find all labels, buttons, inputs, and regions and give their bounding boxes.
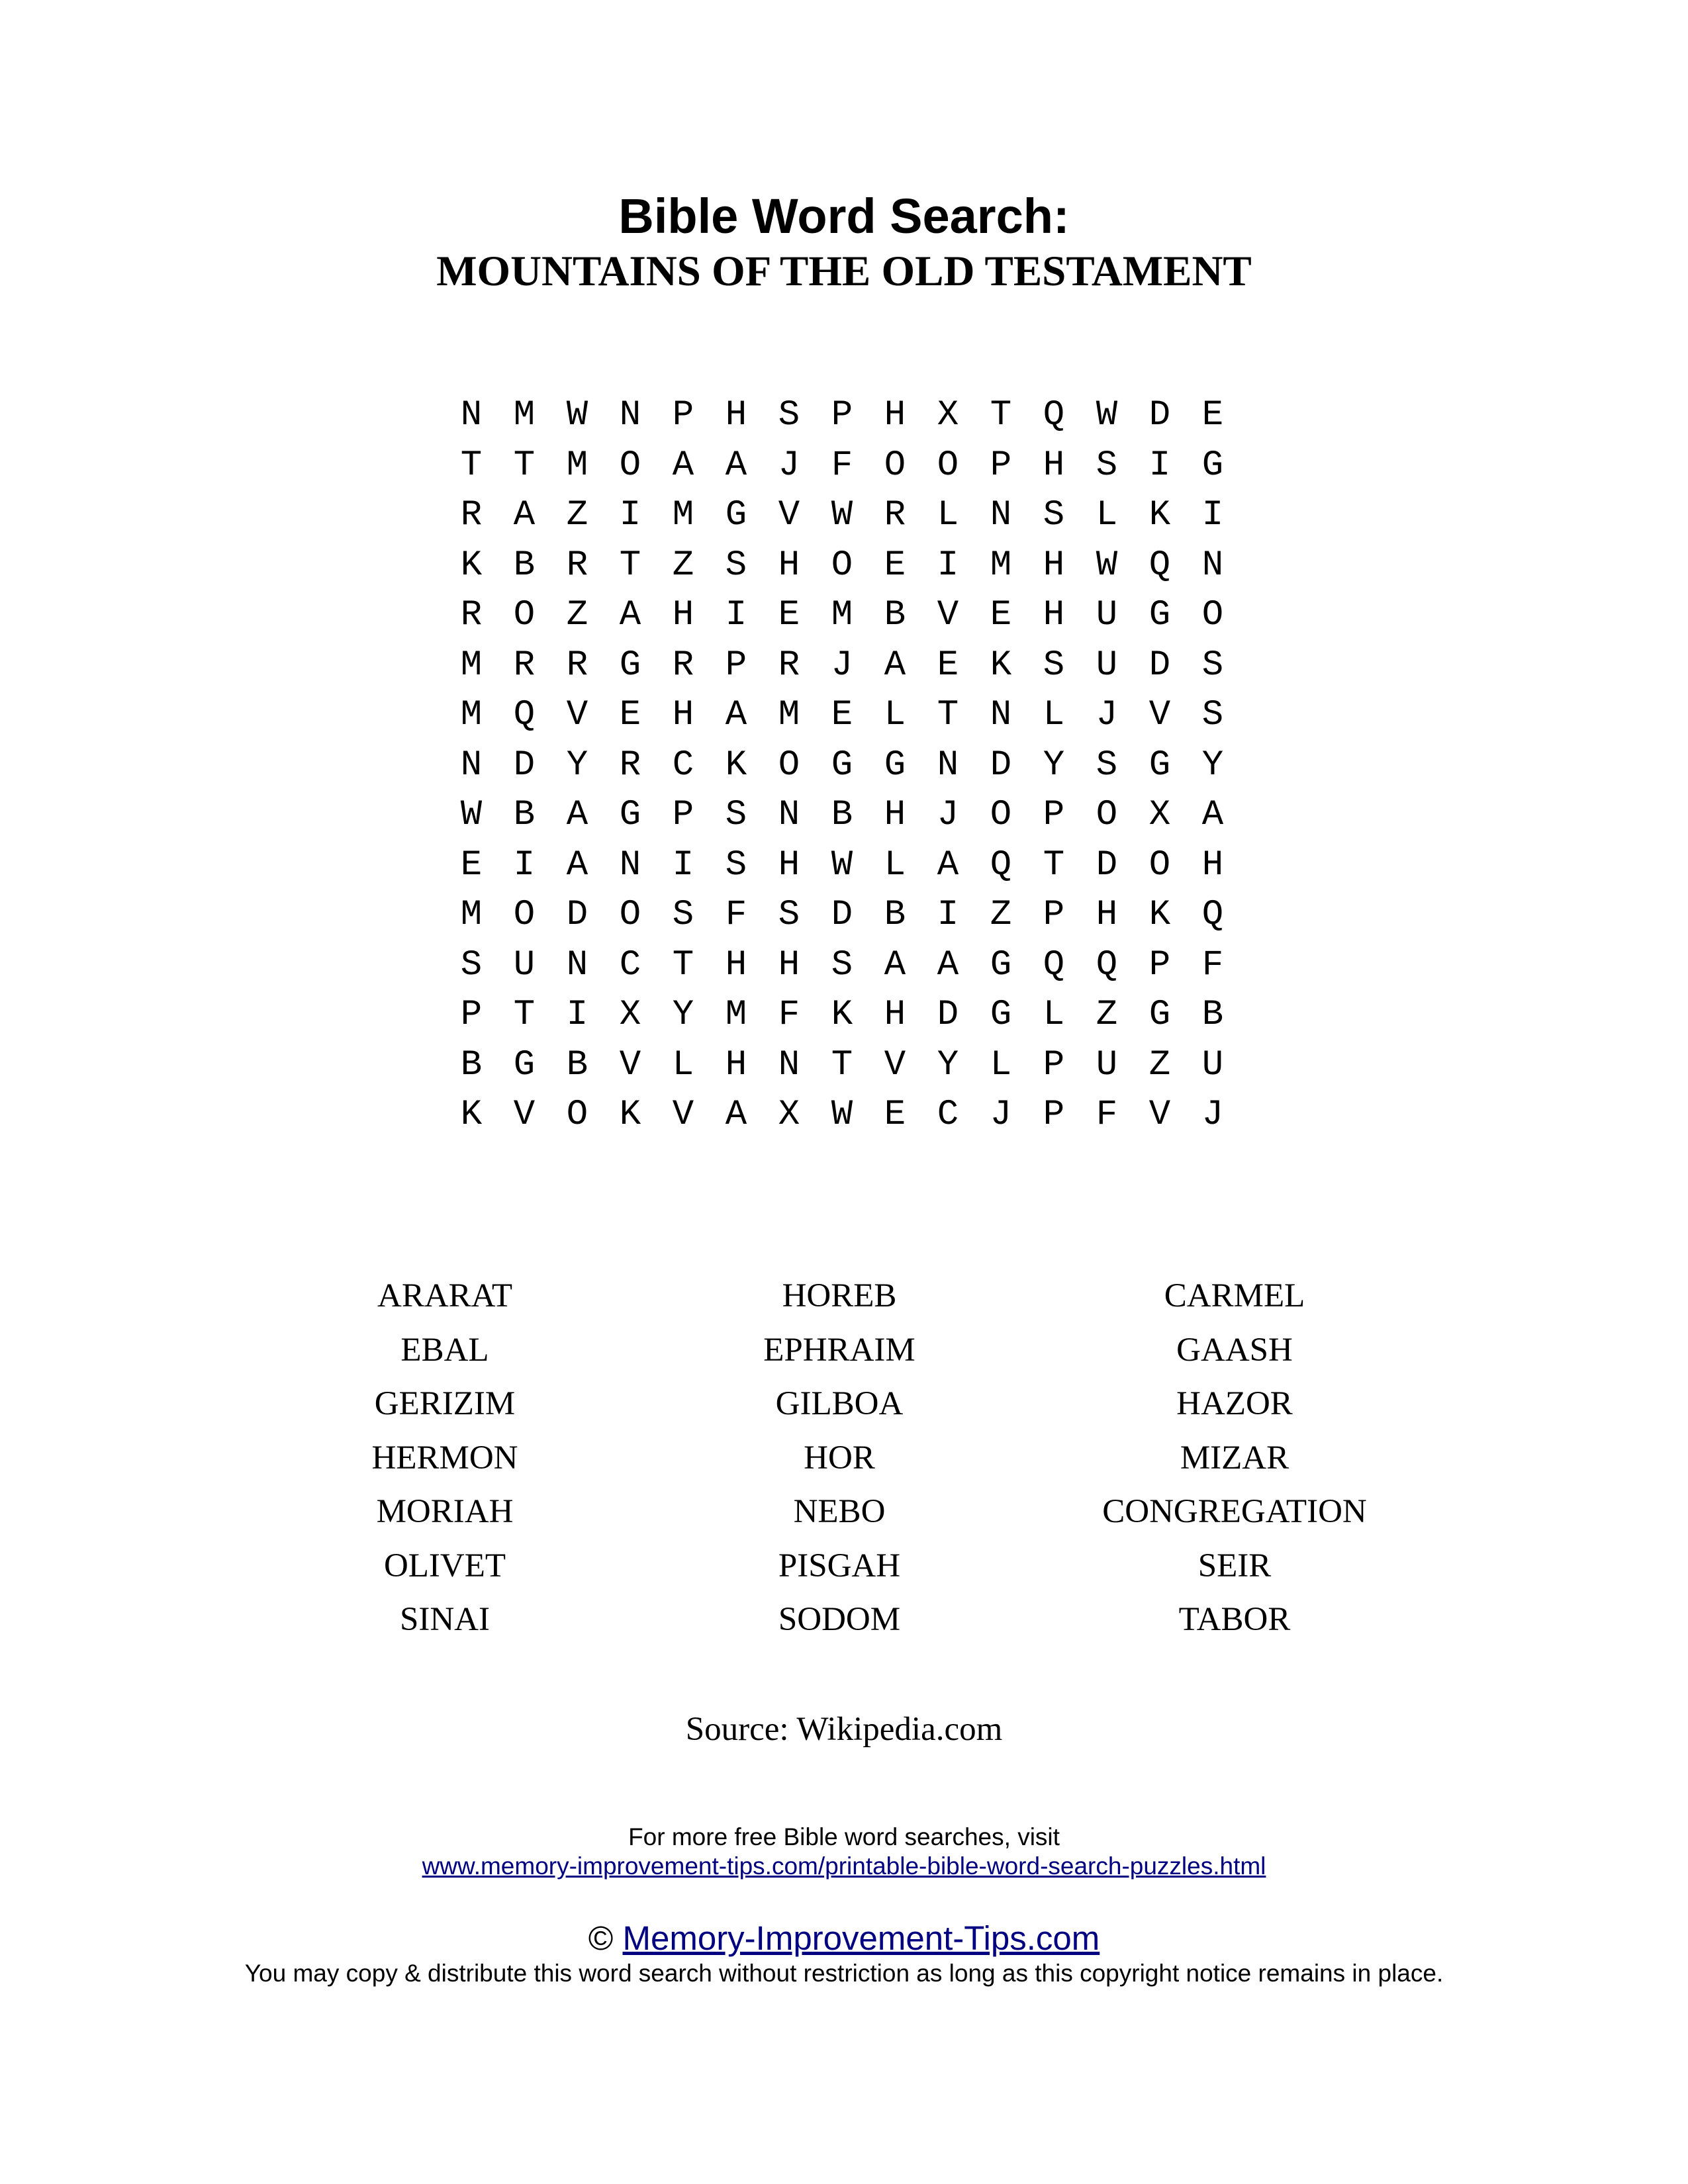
- grid-cell: O: [831, 545, 853, 586]
- word-item: EPHRAIM: [763, 1331, 915, 1369]
- grid-cell: Y: [1201, 745, 1224, 786]
- grid-cell: O: [619, 445, 641, 486]
- grid-cell: B: [831, 795, 853, 835]
- grid-cell: O: [884, 445, 906, 486]
- grid-cell: K: [1149, 895, 1171, 935]
- grid-cell: B: [1201, 995, 1224, 1035]
- grid-cell: D: [1149, 395, 1171, 435]
- grid-cell: W: [831, 495, 853, 535]
- grid-cell: Y: [1043, 745, 1065, 786]
- grid-cell: R: [460, 495, 483, 535]
- grid-cell: T: [619, 545, 641, 586]
- grid-cell: H: [778, 844, 800, 886]
- word-item: ARARAT: [377, 1277, 513, 1314]
- grid-cell: P: [460, 995, 483, 1035]
- grid-row: [445, 690, 1239, 741]
- grid-cell: R: [460, 595, 483, 635]
- grid-cell: L: [884, 844, 906, 886]
- grid-cell: M: [460, 645, 483, 686]
- grid-cell: A: [884, 645, 906, 686]
- grid-cell: S: [1201, 695, 1224, 735]
- grid-cell: S: [831, 944, 853, 985]
- grid-cell: U: [1096, 595, 1118, 635]
- grid-cell: V: [778, 495, 800, 535]
- grid-cell: H: [1043, 445, 1065, 486]
- grid-cell: I: [619, 495, 641, 535]
- grid-cell: R: [672, 645, 694, 686]
- grid-cell: I: [1201, 495, 1224, 535]
- grid-cell: N: [566, 944, 588, 985]
- word-item: GERIZIM: [374, 1385, 516, 1422]
- grid-cell: Y: [566, 745, 588, 786]
- grid-cell: H: [1043, 595, 1065, 635]
- grid-cell: M: [990, 545, 1012, 586]
- grid-cell: J: [1201, 1095, 1224, 1135]
- word-item: PISGAH: [778, 1547, 901, 1584]
- grid-cell: E: [884, 1095, 906, 1135]
- grid-cell: H: [778, 944, 800, 985]
- word-row: [0, 1432, 1688, 1486]
- grid-cell: B: [566, 1044, 588, 1085]
- grid-cell: H: [884, 995, 906, 1035]
- grid-cell: H: [884, 395, 906, 435]
- grid-cell: O: [937, 445, 959, 486]
- grid-cell: T: [937, 695, 959, 735]
- grid-row: [445, 641, 1239, 691]
- grid-cell: M: [672, 495, 694, 535]
- grid-cell: K: [460, 1095, 483, 1135]
- grid-cell: H: [778, 545, 800, 586]
- grid-cell: E: [460, 844, 483, 886]
- word-item: TABOR: [1178, 1601, 1291, 1638]
- grid-cell: Q: [1149, 545, 1171, 586]
- word-row: [0, 1269, 1688, 1324]
- grid-cell: Z: [990, 895, 1012, 935]
- grid-cell: S: [1096, 445, 1118, 486]
- grid-cell: I: [937, 895, 959, 935]
- grid-row: [445, 390, 1239, 441]
- grid-cell: D: [1149, 645, 1171, 686]
- grid-cell: S: [725, 795, 747, 835]
- grid-cell: P: [1043, 1044, 1065, 1085]
- grid-cell: P: [1149, 944, 1171, 985]
- word-item: EBAL: [400, 1331, 489, 1369]
- grid-cell: X: [778, 1095, 800, 1135]
- grid-cell: J: [778, 445, 800, 486]
- grid-cell: B: [884, 895, 906, 935]
- grid-cell: O: [1201, 595, 1224, 635]
- grid-cell: S: [1201, 645, 1224, 686]
- grid-cell: T: [460, 445, 483, 486]
- grid-row: [445, 890, 1239, 940]
- grid-cell: G: [513, 1044, 536, 1085]
- copyright-symbol: ©: [588, 1919, 614, 1957]
- letter-grid: [445, 390, 1239, 1140]
- grid-cell: M: [831, 595, 853, 635]
- word-item: SEIR: [1197, 1547, 1272, 1584]
- grid-cell: O: [513, 895, 536, 935]
- grid-cell: U: [1096, 1044, 1118, 1085]
- copyright-notice: You may copy & distribute this word search without restriction as long as this copyright notice remains in place.: [244, 1960, 1444, 1987]
- grid-row: [445, 590, 1239, 641]
- grid-cell: E: [1201, 395, 1224, 435]
- grid-cell: K: [725, 745, 747, 786]
- grid-row: [445, 1090, 1239, 1140]
- grid-cell: L: [1043, 695, 1065, 735]
- grid-cell: E: [937, 645, 959, 686]
- grid-cell: O: [1096, 795, 1118, 835]
- grid-cell: G: [884, 745, 906, 786]
- page-subtitle: MOUNTAINS OF THE OLD TESTAMENT: [436, 248, 1252, 295]
- word-row: [0, 1377, 1688, 1432]
- word-item: HERMON: [371, 1439, 518, 1477]
- grid-cell: Q: [513, 695, 536, 735]
- word-row: [0, 1539, 1688, 1594]
- grid-cell: M: [725, 995, 747, 1035]
- grid-cell: D: [513, 745, 536, 786]
- word-item: HOR: [804, 1439, 875, 1477]
- grid-cell: P: [831, 395, 853, 435]
- grid-cell: H: [672, 595, 694, 635]
- grid-cell: G: [990, 995, 1012, 1035]
- grid-cell: S: [725, 545, 747, 586]
- grid-row: [445, 841, 1239, 891]
- grid-cell: S: [1043, 495, 1065, 535]
- grid-cell: J: [937, 795, 959, 835]
- grid-cell: S: [672, 895, 694, 935]
- grid-cell: Z: [1149, 1044, 1171, 1085]
- grid-cell: Q: [1096, 944, 1118, 985]
- grid-cell: D: [566, 895, 588, 935]
- grid-cell: A: [513, 495, 536, 535]
- grid-cell: A: [619, 595, 641, 635]
- grid-cell: Z: [672, 545, 694, 586]
- grid-cell: S: [725, 844, 747, 886]
- grid-cell: W: [1096, 545, 1118, 586]
- grid-cell: P: [990, 445, 1012, 486]
- grid-cell: V: [937, 595, 959, 635]
- grid-cell: H: [1201, 844, 1224, 886]
- grid-cell: H: [672, 695, 694, 735]
- grid-cell: S: [778, 895, 800, 935]
- grid-row: [445, 940, 1239, 991]
- grid-cell: I: [566, 995, 588, 1035]
- grid-cell: R: [566, 545, 588, 586]
- grid-cell: L: [884, 695, 906, 735]
- grid-cell: K: [460, 545, 483, 586]
- grid-cell: P: [672, 395, 694, 435]
- grid-cell: Y: [937, 1044, 959, 1085]
- grid-cell: L: [937, 495, 959, 535]
- grid-row: [445, 990, 1239, 1040]
- word-item: GILBOA: [775, 1385, 904, 1422]
- grid-cell: D: [831, 895, 853, 935]
- grid-cell: I: [1149, 445, 1171, 486]
- more-puzzles-line: [0, 1850, 1688, 1882]
- grid-cell: H: [725, 395, 747, 435]
- word-item: CONGREGATION: [1102, 1493, 1367, 1530]
- grid-cell: G: [619, 645, 641, 686]
- grid-cell: M: [778, 695, 800, 735]
- grid-cell: V: [566, 695, 588, 735]
- grid-cell: S: [1043, 645, 1065, 686]
- grid-cell: G: [990, 944, 1012, 985]
- grid-cell: G: [1149, 995, 1171, 1035]
- word-item: MIZAR: [1180, 1439, 1289, 1477]
- grid-cell: I: [937, 545, 959, 586]
- grid-cell: V: [619, 1044, 641, 1085]
- grid-cell: R: [566, 645, 588, 686]
- word-item: HAZOR: [1176, 1385, 1293, 1422]
- grid-cell: H: [725, 1044, 747, 1085]
- source-note: Source: Wikipedia.com: [685, 1711, 1003, 1748]
- grid-cell: T: [672, 944, 694, 985]
- grid-cell: Z: [566, 595, 588, 635]
- grid-row: [445, 1040, 1239, 1091]
- grid-cell: F: [831, 445, 853, 486]
- grid-cell: H: [725, 944, 747, 985]
- word-row: [0, 1485, 1688, 1539]
- grid-cell: J: [831, 645, 853, 686]
- grid-cell: N: [1201, 545, 1224, 586]
- grid-cell: U: [1096, 645, 1118, 686]
- grid-cell: A: [725, 1095, 747, 1135]
- grid-cell: J: [1096, 695, 1118, 735]
- grid-row: [445, 441, 1239, 491]
- grid-cell: I: [725, 595, 747, 635]
- grid-cell: I: [672, 844, 694, 886]
- grid-cell: W: [831, 1095, 853, 1135]
- copyright-line: [0, 1918, 1688, 1959]
- grid-cell: A: [1201, 795, 1224, 835]
- grid-cell: P: [1043, 895, 1065, 935]
- grid-cell: V: [1149, 1095, 1171, 1135]
- word-list: [0, 1269, 1688, 1647]
- word-item: CARMEL: [1164, 1277, 1305, 1314]
- grid-cell: H: [884, 795, 906, 835]
- grid-cell: W: [460, 795, 483, 835]
- word-row: [0, 1593, 1688, 1647]
- copyright-link[interactable]: Memory-Improvement-Tips.com: [622, 1919, 1100, 1957]
- grid-cell: O: [1149, 844, 1171, 886]
- grid-cell: Q: [1201, 895, 1224, 935]
- grid-cell: N: [619, 844, 641, 886]
- grid-cell: G: [1149, 745, 1171, 786]
- grid-cell: D: [990, 745, 1012, 786]
- grid-cell: A: [725, 695, 747, 735]
- grid-cell: E: [831, 695, 853, 735]
- grid-row: [445, 490, 1239, 541]
- grid-cell: C: [672, 745, 694, 786]
- grid-cell: R: [778, 645, 800, 686]
- grid-cell: Y: [672, 995, 694, 1035]
- grid-cell: B: [884, 595, 906, 635]
- grid-cell: F: [1096, 1095, 1118, 1135]
- grid-cell: A: [937, 944, 959, 985]
- grid-cell: G: [1149, 595, 1171, 635]
- grid-cell: N: [937, 745, 959, 786]
- grid-cell: N: [619, 395, 641, 435]
- grid-cell: T: [513, 445, 536, 486]
- grid-cell: B: [513, 545, 536, 586]
- grid-cell: U: [513, 944, 536, 985]
- grid-cell: O: [990, 795, 1012, 835]
- grid-cell: F: [778, 995, 800, 1035]
- grid-cell: E: [778, 595, 800, 635]
- grid-cell: K: [619, 1095, 641, 1135]
- grid-cell: Q: [1043, 944, 1065, 985]
- grid-cell: L: [990, 1044, 1012, 1085]
- grid-cell: N: [460, 395, 483, 435]
- grid-cell: R: [619, 745, 641, 786]
- grid-cell: I: [513, 844, 536, 886]
- grid-cell: A: [672, 445, 694, 486]
- grid-cell: L: [672, 1044, 694, 1085]
- grid-cell: T: [1043, 844, 1065, 886]
- grid-row: [445, 790, 1239, 841]
- grid-cell: C: [619, 944, 641, 985]
- word-row: [0, 1324, 1688, 1378]
- grid-cell: V: [513, 1095, 536, 1135]
- grid-cell: V: [884, 1044, 906, 1085]
- grid-cell: G: [1201, 445, 1224, 486]
- grid-cell: H: [1043, 545, 1065, 586]
- grid-cell: A: [725, 445, 747, 486]
- grid-cell: K: [990, 645, 1012, 686]
- grid-cell: O: [513, 595, 536, 635]
- grid-cell: N: [460, 745, 483, 786]
- grid-cell: N: [990, 695, 1012, 735]
- grid-cell: K: [1149, 495, 1171, 535]
- grid-cell: T: [513, 995, 536, 1035]
- grid-cell: F: [725, 895, 747, 935]
- grid-cell: G: [831, 745, 853, 786]
- grid-cell: B: [460, 1044, 483, 1085]
- grid-cell: P: [725, 645, 747, 686]
- grid-cell: T: [831, 1044, 853, 1085]
- grid-cell: Q: [1043, 395, 1065, 435]
- grid-cell: P: [1043, 1095, 1065, 1135]
- grid-cell: B: [513, 795, 536, 835]
- grid-cell: X: [937, 395, 959, 435]
- grid-cell: S: [460, 944, 483, 985]
- grid-cell: L: [1096, 495, 1118, 535]
- grid-cell: F: [1201, 944, 1224, 985]
- grid-cell: Z: [566, 495, 588, 535]
- grid-cell: W: [1096, 395, 1118, 435]
- word-item: SODOM: [778, 1601, 901, 1638]
- word-item: OLIVET: [383, 1547, 506, 1584]
- grid-cell: T: [990, 395, 1012, 435]
- grid-cell: N: [778, 1044, 800, 1085]
- grid-row: [445, 741, 1239, 791]
- grid-cell: H: [1096, 895, 1118, 935]
- word-item: MORIAH: [376, 1493, 514, 1530]
- grid-cell: E: [990, 595, 1012, 635]
- grid-cell: W: [831, 844, 853, 886]
- word-item: NEBO: [793, 1493, 886, 1530]
- grid-cell: A: [937, 844, 959, 886]
- page-title: Bible Word Search:: [618, 189, 1070, 244]
- grid-cell: R: [513, 645, 536, 686]
- grid-cell: P: [1043, 795, 1065, 835]
- grid-cell: V: [672, 1095, 694, 1135]
- grid-cell: E: [619, 695, 641, 735]
- grid-cell: X: [1149, 795, 1171, 835]
- grid-cell: G: [619, 795, 641, 835]
- grid-cell: U: [1201, 1044, 1224, 1085]
- grid-cell: Z: [1096, 995, 1118, 1035]
- grid-cell: J: [990, 1095, 1012, 1135]
- grid-cell: M: [460, 895, 483, 935]
- grid-cell: M: [460, 695, 483, 735]
- grid-cell: O: [778, 745, 800, 786]
- grid-cell: M: [513, 395, 536, 435]
- grid-cell: C: [937, 1095, 959, 1135]
- grid-cell: A: [566, 795, 588, 835]
- word-item: SINAI: [400, 1601, 490, 1638]
- grid-cell: Q: [990, 844, 1012, 886]
- grid-cell: A: [884, 944, 906, 985]
- grid-cell: O: [566, 1095, 588, 1135]
- grid-cell: P: [672, 795, 694, 835]
- word-item: GAASH: [1176, 1331, 1293, 1369]
- grid-cell: M: [566, 445, 588, 486]
- grid-cell: O: [619, 895, 641, 935]
- grid-cell: N: [778, 795, 800, 835]
- grid-cell: N: [990, 495, 1012, 535]
- grid-cell: V: [1149, 695, 1171, 735]
- grid-cell: R: [884, 495, 906, 535]
- more-puzzles-text: For more free Bible word searches, visit: [628, 1823, 1060, 1850]
- word-item: HOREB: [782, 1277, 897, 1314]
- grid-cell: S: [1096, 745, 1118, 786]
- grid-cell: K: [831, 995, 853, 1035]
- grid-cell: D: [1096, 844, 1118, 886]
- grid-cell: X: [619, 995, 641, 1035]
- grid-row: [445, 541, 1239, 591]
- grid-cell: E: [884, 545, 906, 586]
- grid-cell: G: [725, 495, 747, 535]
- grid-cell: S: [778, 395, 800, 435]
- grid-cell: W: [566, 395, 588, 435]
- grid-cell: D: [937, 995, 959, 1035]
- grid-cell: A: [566, 844, 588, 886]
- more-puzzles-link[interactable]: www.memory-improvement-tips.com/printable-bible-word-search-puzzles.html: [422, 1852, 1266, 1880]
- grid-cell: L: [1043, 995, 1065, 1035]
